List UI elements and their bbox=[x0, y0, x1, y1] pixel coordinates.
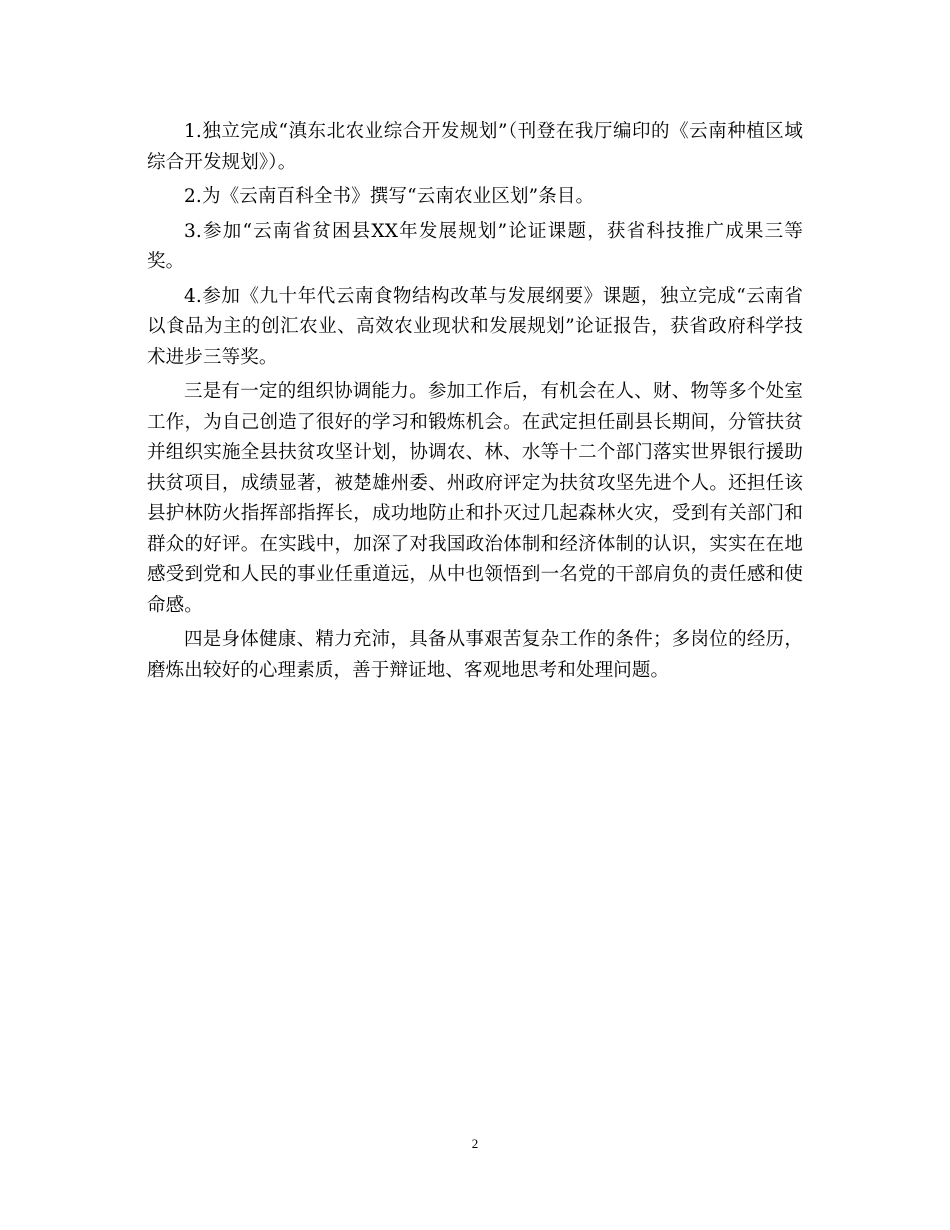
paragraph-item-1: 1.独立完成“滇东北农业综合开发规划”（刊登在我厅编印的《云南种植区域综合开发规划》）。 bbox=[147, 121, 803, 173]
paragraph-organizational-ability: 三是有一定的组织协调能力。参加工作后，有机会在人、财、物等多个处室工作，为自己创造了很好的学习和锻炼机会。在武定担任副县长期间，分管扶贫并组织实施全县扶贫攻坚计划，协调农、林、水等十二个部门落实世界银行援助扶贫项目，成绩显著，被楚雄州委、州政府评定为扶贫攻坚先进个人。还担任该县护林防火指挥部指挥长，成功地防止和扑灭过几起森林火灾，受到有关部门和群众的好评。在实践中，加深了对我国政治体制和经济体制的认识，实实在在地感受到党和人民的事业任重道远，从中也领悟到一名党的干部肩负的责任感和使命感。 bbox=[147, 381, 803, 616]
paragraph-item-3: 3.参加“云南省贫困县XX年发展规划”论证课题，获省科技推广成果三等奖。 bbox=[147, 220, 803, 272]
paragraph-item-2: 2.为《云南百科全书》撰写“云南农业区划”条目。 bbox=[184, 186, 595, 207]
page-number: 2 bbox=[471, 1136, 479, 1151]
document-body bbox=[147, 117, 803, 690]
paragraph-item-4: 4.参加《九十年代云南食物结构改革与发展纲要》课题，独立完成“云南省以食品为主的创汇农业、高效农业现状和发展规划”论证报告，获省政府科学技术进步三等奖。 bbox=[147, 285, 803, 368]
paragraph-health-and-quality: 四是身体健康、精力充沛，具备从事艰苦复杂工作的条件；多岗位的经历，磨炼出较好的心理素质，善于辩证地、客观地思考和处理问题。 bbox=[147, 629, 803, 681]
